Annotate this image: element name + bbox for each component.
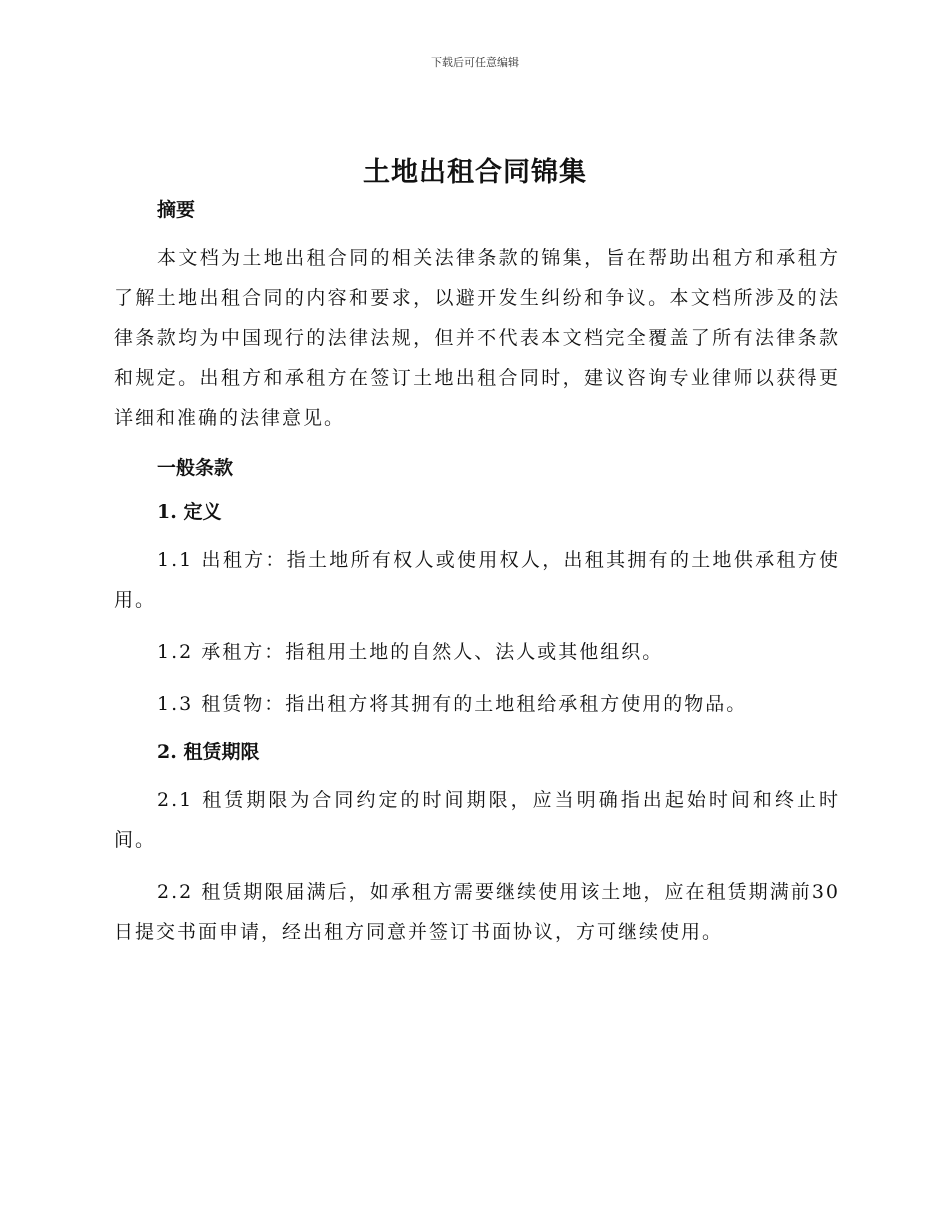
document-title: 土地出租合同锦集 (363, 157, 587, 188)
section-lease-term-heading: 2. 租赁期限 (157, 741, 260, 763)
clause-1-2: 1.2 承租方：指租用土地的自然人、法人或其他组织。 (157, 641, 664, 663)
clause-1-1: 1.1 出租方：指土地所有权人或使用权人，出租其拥有的土地供承租方使用。 (114, 549, 840, 611)
header-note: 下载后可任意编辑 (431, 56, 519, 69)
section-definitions-heading: 1. 定义 (157, 501, 222, 523)
document-body (114, 194, 840, 952)
abstract-paragraph: 本文档为土地出租合同的相关法律条款的锦集，旨在帮助出租方和承租方了解土地出租合同的内容和要求，以避开发生纠纷和争议。本文档所涉及的法律条款均为中国现行的法律法规，但并不代表本文档完全覆盖了所有法律条款和规定。出租方和承租方在签订土地出租合同时，建议咨询专业律师以获得更详细和准确的法律意见。 (114, 247, 840, 429)
clause-2-2: 2.2 租赁期限届满后，如承租方需要继续使用该土地，应在租赁期满前30日提交书面申请，经出租方同意并签订书面协议，方可继续使用。 (114, 881, 840, 943)
clause-2-1: 2.1 租赁期限为合同约定的时间期限，应当明确指出起始时间和终止时间。 (114, 789, 840, 851)
general-terms-heading: 一般条款 (157, 457, 234, 479)
clause-1-3: 1.3 租赁物：指出租方将其拥有的土地租给承租方使用的物品。 (157, 693, 748, 715)
abstract-heading: 摘要 (157, 199, 196, 221)
